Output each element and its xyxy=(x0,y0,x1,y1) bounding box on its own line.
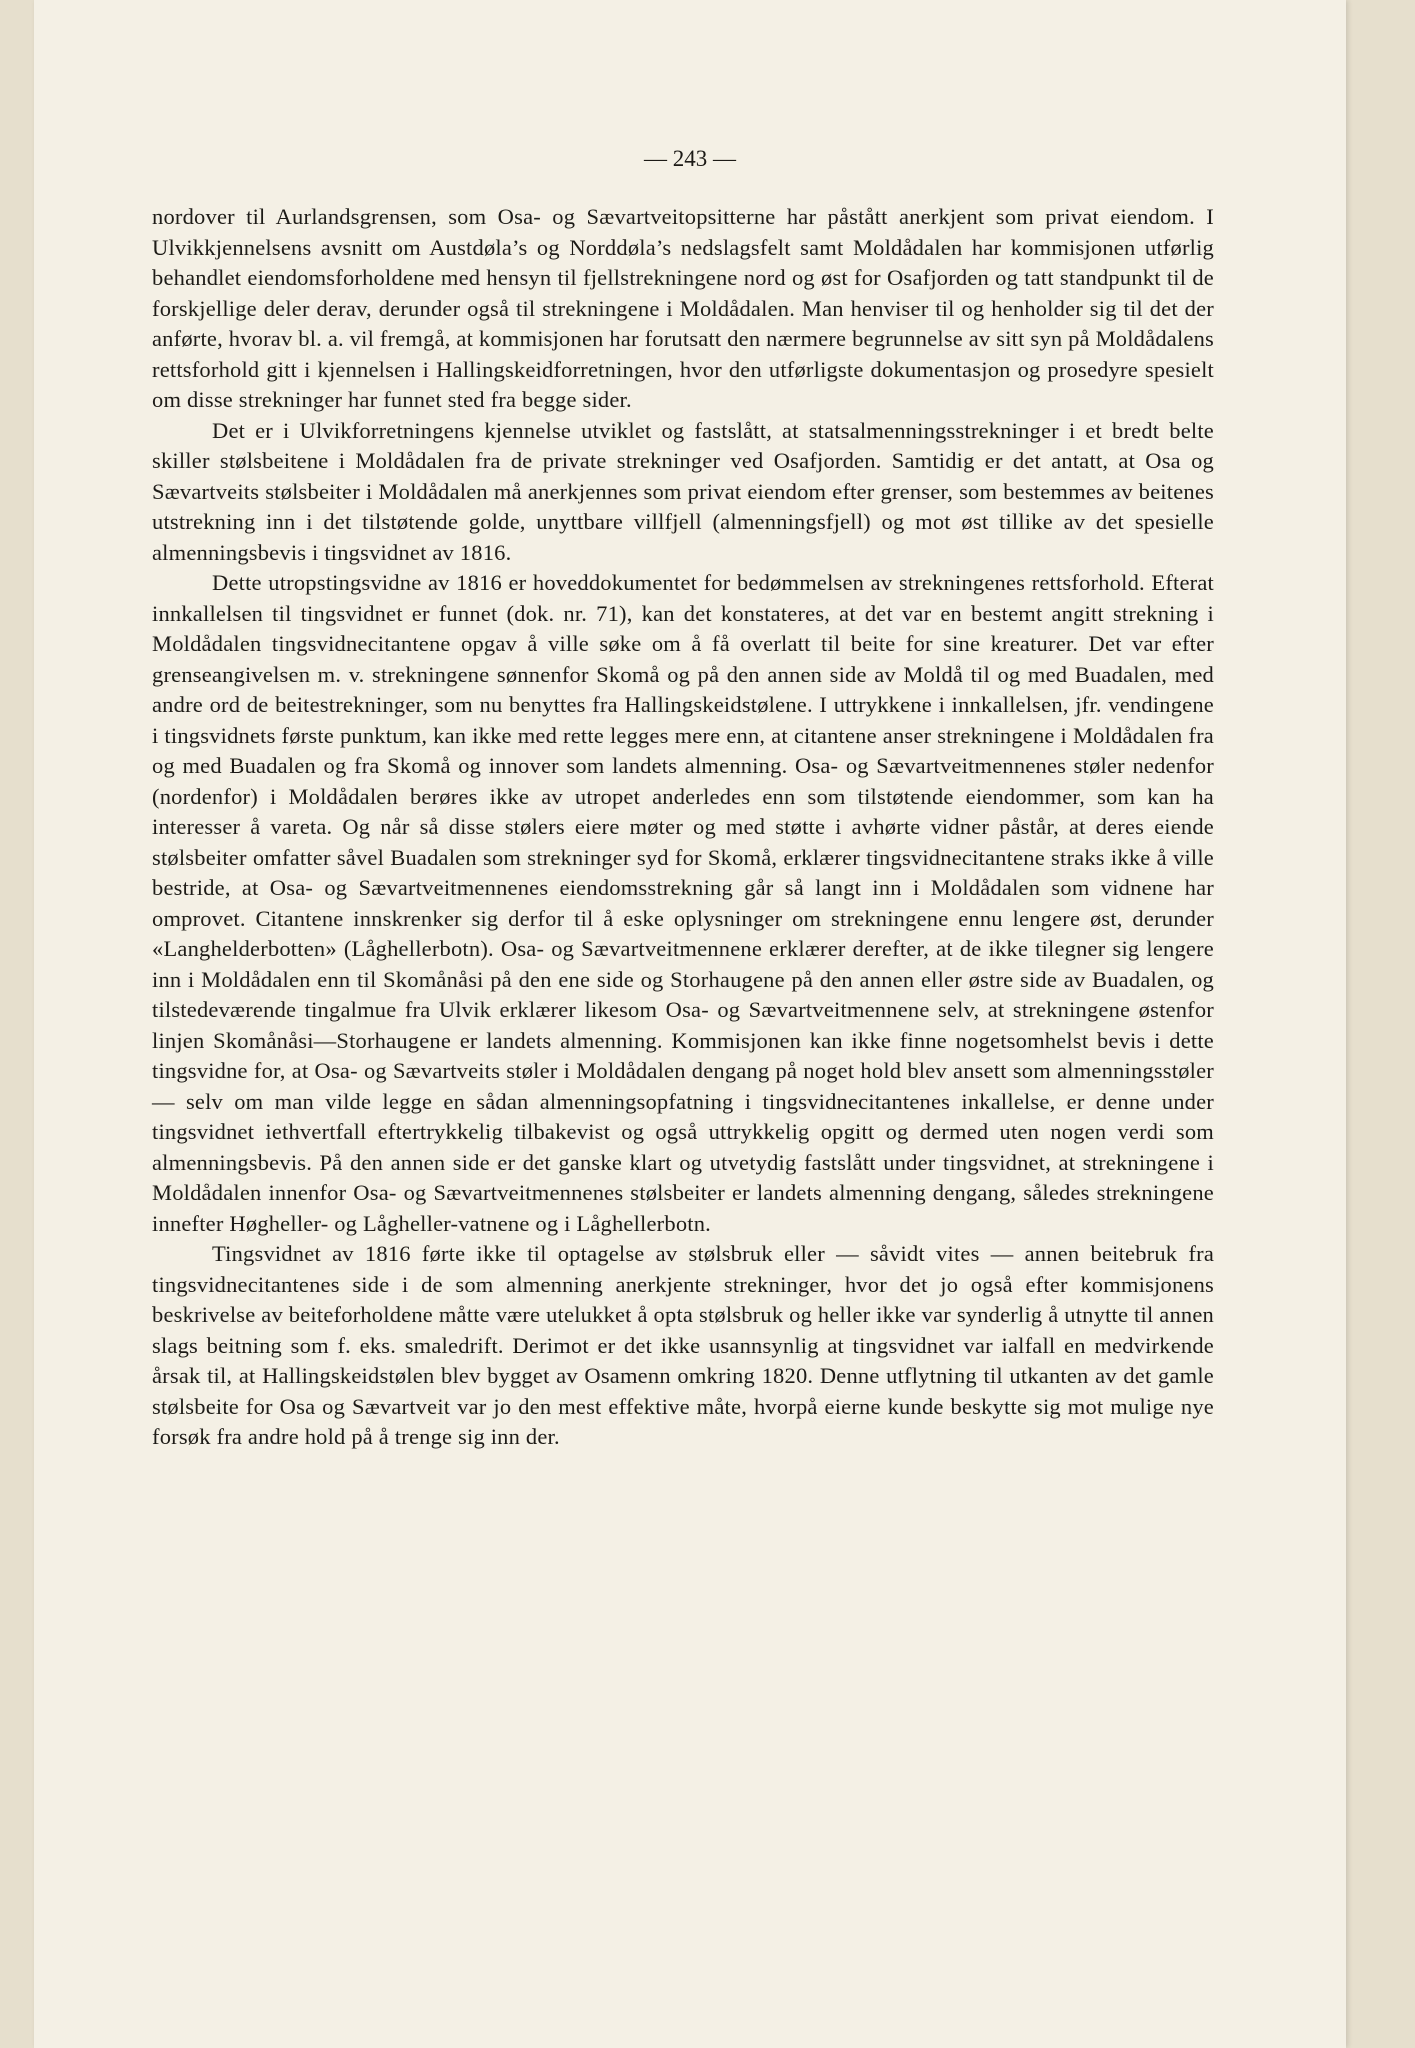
body-text xyxy=(152,202,1214,1453)
paragraph-1: nordover til Aurlandsgrensen, som Osa- og Sævartveitopsitterne har påstått anerkjent som privat eiendom. I Ulvikkjennelsens avsnitt om Austdøla’s og Norddøla’s nedslagsfelt samt Moldådalen har kommisjonen utførlig behandlet eiendomsforholdene med hensyn til fjellstrekningene nord og øst for Osafjorden og tatt standpunkt til de forskjellige deler derav, derunder også til strekningene i Moldådalen. Man henviser til og henholder sig til det der anførte, hvorav bl. a. vil fremgå, at kommisjonen har forutsatt den nærmere begrunnelse av sitt syn på Moldådalens rettsforhold gitt i kjennelsen i Hallingskeidforretningen, hvor den utførligste dokumentasjon og prosedyre spesielt om disse strekninger har funnet sted fra begge sider. xyxy=(152,204,1214,412)
paragraph-2: Det er i Ulvikforretningens kjennelse utviklet og fastslått, at statsalmenningsstrekninger i et bredt belte skiller stølsbeitene i Moldådalen fra de private strekninger ved Osafjorden. Samtidig er det antatt, at Osa og Sævartveits stølsbeiter i Moldådalen må anerkjennes som privat eiendom efter grenser, som bestemmes av beitenes utstrekning inn i det tilstøtende golde, unyttbare villfjell (almenningsfjell) og mot øst tillike av det spesielle almenningsbevis i tingsvidnet av 1816. xyxy=(152,417,1214,565)
paragraph-4: Tingsvidnet av 1816 førte ikke til optagelse av stølsbruk eller — såvidt vites — annen beitebruk fra tingsvidnecitantenes side i de som almenning anerkjente strekninger, hvor det jo også efter kommisjonens beskrivelse av beiteforholdene måtte være utelukket å opta stølsbruk og heller ikke var synderlig å utnytte til annen slags beitning som f. eks. smaledrift. Derimot er det ikke usannsynlig at tingsvidnet var ialfall en medvirkende årsak til, at Hallingskeidstølen blev bygget av Osamenn omkring 1820. Denne utflytning til utkanten av det gamle stølsbeite for Osa og Sævartveit var jo den mest effektive måte, hvorpå eierne kunde beskytte sig mot mulige nye forsøk fra andre hold på å trenge sig inn der. xyxy=(152,1241,1214,1449)
document-page xyxy=(34,0,1346,2048)
paragraph-3: Dette utropstingsvidne av 1816 er hoveddokumentet for bedømmelsen av strekningenes rettsforhold. Efterat innkallelsen til tingsvidnet er funnet (dok. nr. 71), kan det konstateres, at det var en bestemt angitt strekning i Moldådalen tingsvidnecitantene opgav å ville søke om å få overlatt til beite for sine kreaturer. Det var efter grenseangivelsen m. v. strekningene sønnenfor Skomå og på den annen side av Moldå til og med Buadalen, med andre ord de beitestrekninger, som nu benyttes fra Hallingskeidstølene. I uttrykkene i innkallelsen, jfr. vendingene i tingsvidnets første punktum, kan ikke med rette legges mere enn, at citantene anser strekningene i Moldådalen fra og med Buadalen og fra Skomå og innover som landets almenning. Osa- og Sævartveitmennenes støler nedenfor (nordenfor) i Moldådalen berøres ikke av utropet anderledes enn som tilstøtende eiendommer, som kan ha interesser å vareta. Og når så disse stølers eiere møter og med støtte i avhørte vidner påstår, at deres eiende stølsbeiter omfatter såvel Buadalen som strekninger syd for Skomå, erklærer tingsvidnecitantene straks ikke å ville bestride, at Osa- og Sævartveitmennenes eiendomsstrekning går så langt inn i Moldådalen som vidnene har omprovet. Citantene innskrenker sig derfor til å eske oplysninger om strekningene ennu lengere øst, derunder «Langhelderbotten» (Låghellerbotn). Osa- og Sævartveitmennene erklærer derefter, at de ikke tilegner sig lengere inn i Moldådalen enn til Skomånåsi på den ene side og Storhaugene på den annen eller østre side av Buadalen, og tilstedeværende tingalmue fra Ulvik erklærer likesom Osa- og Sævartveitmennene selv, at strekningene østenfor linjen Skomånåsi—Storhaugene er landets almenning. Kommisjonen kan ikke finne nogetsomhelst bevis i dette tingsvidne for, at Osa- og Sævartveits støler i Moldådalen dengang på noget hold blev ansett som almenningsstøler — selv om man vilde legge en sådan almenningsopfatning i tingsvidnecitantenes inkallelse, er denne under tingsvidnet iethvertfall eftertrykkelig tilbakevist og også uttrykkelig opgitt og dermed uten nogen verdi som almenningsbevis. På den annen side er det ganske klart og utvetydig fastslått under tingsvidnet, at strekningene i Moldådalen innenfor Osa- og Sævartveitmennenes stølsbeiter er landets almenning dengang, således strekningene innefter Høgheller- og Lågheller-vatnene og i Låghellerbotn. xyxy=(152,570,1214,1236)
page-number: — 243 — xyxy=(644,146,736,171)
